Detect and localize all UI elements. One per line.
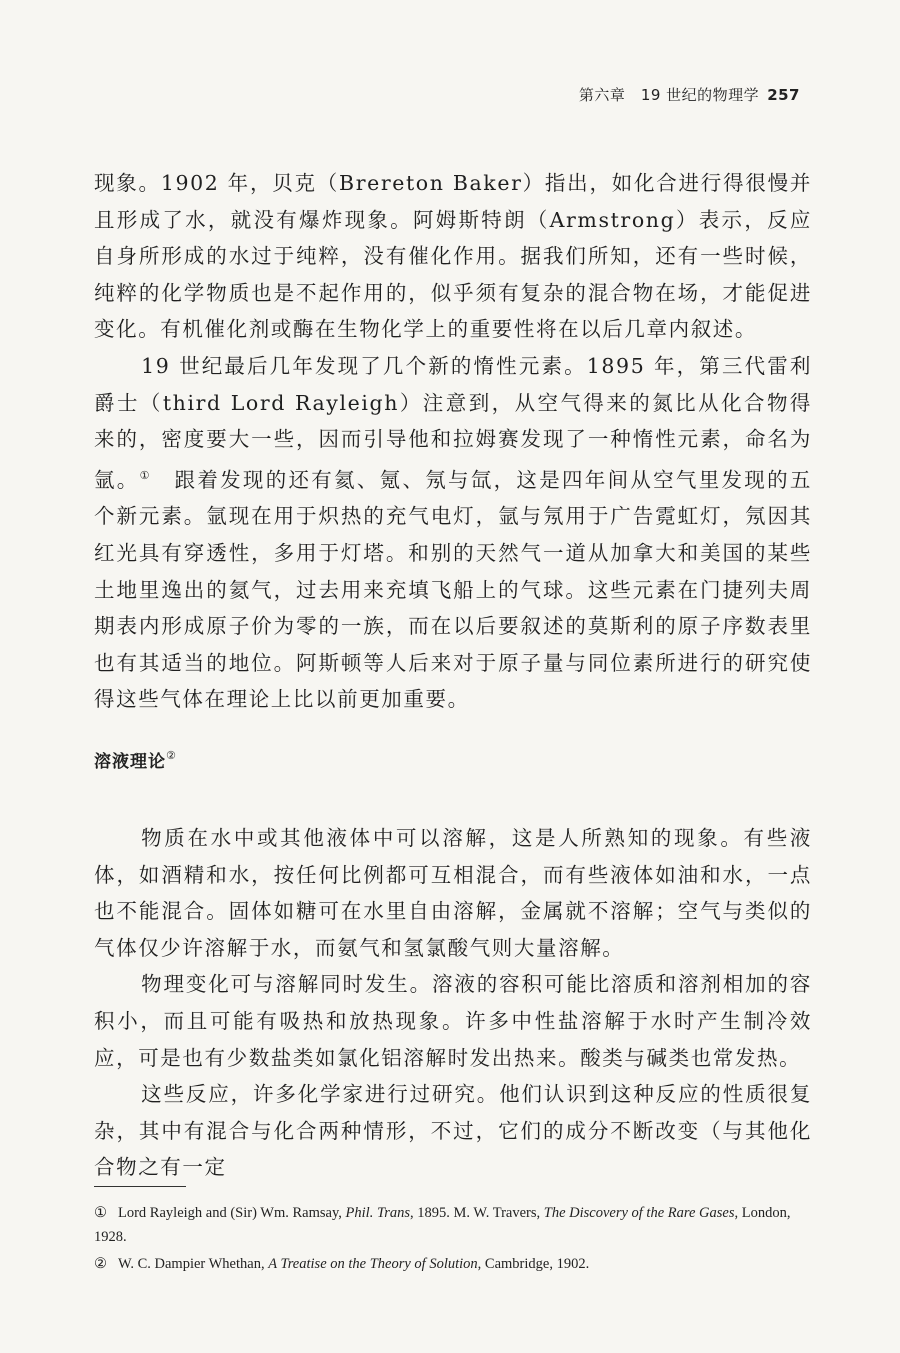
- footnotes: [94, 1202, 812, 1281]
- paragraph-text: 19 世纪最后几年发现了几个新的惰性元素。1895 年，第三代雷利爵士（third Lord Rayleigh）注意到，从空气得来的氮比从化合物得来的，密度要大一些，因而引导他和拉姆赛发现了一种惰性元素，命名为氩。: [94, 353, 812, 492]
- paragraph-text: 跟着发现的还有氦、氪、氖与氙，这是四年间从空气里发现的五个新元素。氩现在用于炽热的充气电灯，氩与氖用于广告霓虹灯，氖因其红光具有穿透性，多用于灯塔。和别的天然气一道从加拿大和美国的某些土地里逸出的氦气，过去用来充填飞船上的气球。这些元素在门捷列夫周期表内形成原子价为零的一族，而在以后要叙述的莫斯利的原子序数表里也有其适当的地位。阿斯顿等人后来对于原子量与同位素所进行的研究使得这些气体在理论上比以前更加重要。: [94, 467, 812, 712]
- footnote: [94, 1253, 812, 1277]
- footnote-ref[interactable]: ①: [139, 468, 152, 482]
- footnote-mark: ①: [94, 1205, 107, 1221]
- section-heading-text: 溶液理论: [94, 752, 166, 772]
- footnote: [94, 1202, 812, 1249]
- paragraph: 物质在水中或其他液体中可以溶解，这是人所熟知的现象。有些液体，如酒精和水，按任何比例都可互相混合，而有些液体如油和水，一点也不能混合。固体如糖可在水里自由溶解，金属就不溶解；空气与类似的气体仅少许溶解于水，而氨气和氢氯酸气则大量溶解。: [94, 826, 812, 960]
- footnote-text: Lord Rayleigh and (Sir) Wm. Ramsay,: [118, 1205, 342, 1221]
- chapter-title: 第六章 19 世纪的物理学: [578, 86, 760, 104]
- page-number: 257: [767, 86, 800, 104]
- footnote-ref[interactable]: ②: [166, 749, 177, 762]
- body-text-top: [94, 165, 812, 718]
- section-heading: [94, 747, 177, 772]
- footnote-text: , Cambridge, 1902.: [477, 1256, 590, 1272]
- running-head: [579, 84, 800, 105]
- footnote-text: W. C. Dampier Whethan,: [118, 1256, 265, 1272]
- footnote-title: Phil. Trans: [345, 1205, 410, 1221]
- footnote-title: A Treatise on the Theory of Solution: [268, 1256, 478, 1272]
- paragraph: 这些反应，许多化学家进行过研究。他们认识到这种反应的性质很复杂，其中有混合与化合两种情形，不过，它们的成分不断改变（与其他化合物之有一定: [94, 1082, 812, 1180]
- paragraph: 物理变化可与溶解同时发生。溶液的容积可能比溶质和溶剂相加的容积小，而且可能有吸热和放热现象。许多中性盐溶解于水时产生制冷效应，可是也有少数盐类如氯化铝溶解时发出热来。酸类与碱类也常发热。: [94, 972, 812, 1070]
- footnote-title: The Discovery of the Rare Gases: [543, 1205, 735, 1221]
- footnote-divider: [94, 1186, 186, 1187]
- footnote-text: , London, 1928.: [94, 1205, 791, 1245]
- footnote-text: , 1895. M. W. Travers,: [410, 1205, 541, 1221]
- footnote-mark: ②: [94, 1256, 107, 1272]
- paragraph: 现象。1902 年，贝克（Brereton Baker）指出，如化合进行得很慢并且形成了水，就没有爆炸现象。阿姆斯特朗（Armstrong）表示，反应自身所形成的水过于纯粹，没有催化作用。据我们所知，还有一些时候，纯粹的化学物质也是不起作用的，似乎须有复杂的混合物在场，才能促进变化。有机催化剂或酶在生物化学上的重要性将在以后几章内叙述。: [94, 171, 812, 342]
- paragraph: [94, 348, 812, 718]
- body-text-bottom: [94, 820, 812, 1186]
